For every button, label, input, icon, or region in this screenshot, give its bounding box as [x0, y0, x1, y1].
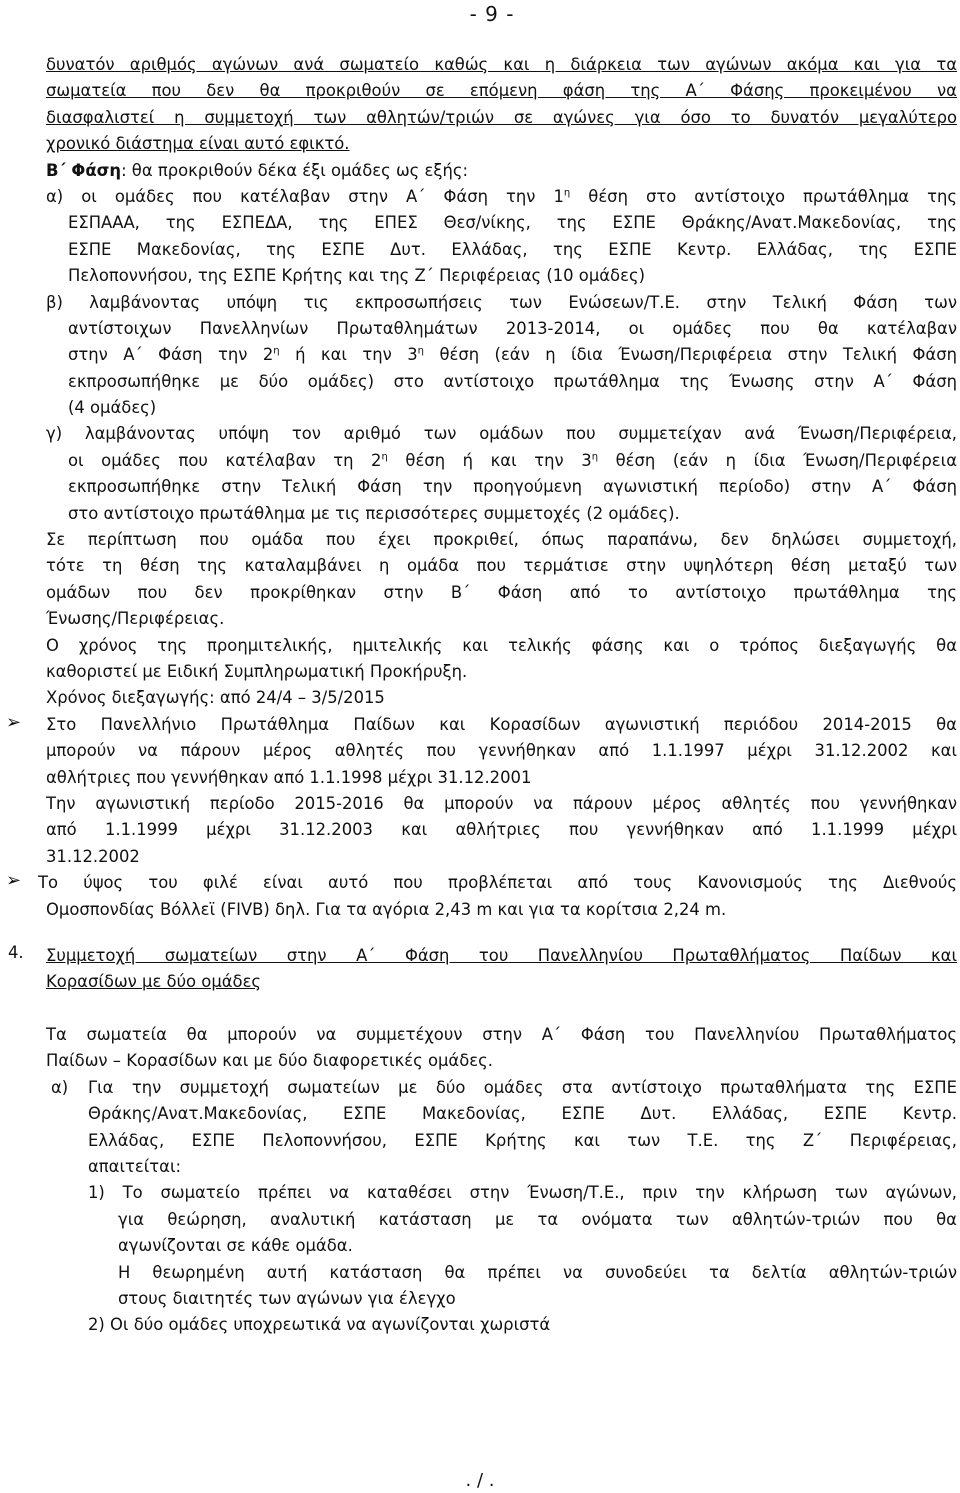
section-title-line-1: Συμμετοχή σωματείων στην Α΄ Φάση του Πανελληνίου Πρωταθλήματος Παίδων και [46, 945, 957, 965]
section-4 [8, 942, 957, 996]
phase-b-a-line-2: ΕΣΠΑΑΑ, της ΕΣΠΕΔΑ, της ΕΠΕΣ Θεσ/νίκης, της ΕΣΠΕ Θράκης/Ανατ.Μακεδονίας, της [68, 213, 957, 233]
section-number: 4. [8, 942, 24, 962]
section-a [46, 1075, 957, 1339]
time-line-1: Ο χρόνος της προημιτελικής, ημιτελικής και τελικής φάσης και ο τρόπος διεξαγωγής θα [46, 635, 957, 655]
top-para-line-4: χρονικό διάστημα είναι αυτό εφικτό. [46, 134, 350, 154]
withdraw-line-1: Σε περίπτωση που ομάδα που έχει προκριθεί, όπως παραπάνω, δεν δηλώσει συμμετοχή, [46, 530, 957, 550]
section-title-line-2: Κορασίδων με δύο ομάδες [46, 972, 262, 992]
phase-b-title: Β΄ Φάση [46, 160, 122, 180]
phase-b-b-line-1: β) λαμβάνοντας υπόψη τις εκπροσωπήσεις των Ενώσεων/Τ.Ε. στην Τελική Φάση των [46, 292, 957, 312]
item1-line-2: για θεώρηση, αναλυτική κατάσταση με τα ονόματα των αθλητών-τριών που θα [118, 1209, 957, 1229]
phase-b-g-line-2: οι ομάδες που κατέλαβαν τη $2^\eta$ θέση ή και την $3^\eta$ θέση (εάν η ίδια Ένωση/Περιφέρεια [68, 450, 957, 470]
bullet1-line-5: από 1.1.1999 μέχρι 31.12.2003 και αθλήτριες που γεννήθηκαν από 1.1.1999 μέχρι [46, 820, 957, 840]
section-a-line-2: Θράκης/Ανατ.Μακεδονίας, ΕΣΠΕ Μακεδονίας, ΕΣΠΕ Δυτ. Ελλάδας, ΕΣΠΕ Κεντρ. [88, 1104, 957, 1124]
top-para-line-1: δυνατόν αριθμός αγώνων ανά σωματείο καθώς και η διάρκεια των αγώνων ακόμα και για τα [46, 55, 957, 74]
section-a-line-3: Ελλάδας, ΕΣΠΕ Πελοποννήσου, ΕΣΠΕ Κρήτης και των Τ.Ε. της Ζ΄ Περιφέρειας, [88, 1130, 957, 1150]
bullet2-line-1: Το ύψος του φιλέ είναι αυτό που προβλέπεται από τους Κανονισμούς της Διεθνούς [38, 873, 957, 893]
section-intro-line-2: Παίδων – Κορασίδων και με δύο διαφορετικές ομάδες. [46, 1051, 493, 1071]
bullet1-line-6: 31.12.2002 [46, 846, 140, 866]
phase-b-b-line-5: (4 ομάδες) [68, 398, 157, 418]
phase-b-b-line-4: εκπροσωπήθηκε με δύο ομάδες) στο αντίστοιχο πρωτάθλημα της Ένωσης στην Α΄ Φάση [68, 371, 957, 391]
phase-b-g-line-1: γ) λαμβάνοντας υπόψη τον αριθμό των ομάδων που συμμετείχαν ανά Ένωση/Περιφέρεια, [46, 424, 957, 444]
bullet1-line-2: μπορούν να πάρουν μέρος αθλητές που γεννήθηκαν από 1.1.1997 μέχρι 31.12.2002 και [46, 741, 957, 761]
bullet1-line-3: αθλήτριες που γεννήθηκαν από 1.1.1998 μέχρι 31.12.2001 [46, 767, 532, 787]
item1-line-4: Η θεωρημένη αυτή κατάσταση θα πρέπει να συνοδεύει τα δελτία αθλητών-τριών [118, 1262, 957, 1282]
phase-b-intro: : θα προκριθούν δέκα έξι ομάδες ως εξής: [121, 160, 469, 180]
top-para-line-2: σωματεία που δεν θα προκριθούν σε επόμενη φάση της Α΄ Φάσης προκειμένου να [46, 81, 957, 101]
item1-line-1: 1) Το σωματείο πρέπει να καταθέσει στην Ένωση/Τ.Ε., πριν την κλήρωση των αγώνων, [88, 1183, 957, 1203]
bullet2-line-2: Ομοσπονδίας Βόλλεϊ (FIVB) δηλ. Για τα αγόρια 2,43 m και για τα κορίτσια 2,24 m. [46, 899, 727, 919]
withdraw-line-3: ομάδων που δεν προκρίθηκαν στην Β΄ Φάση από το αντίστοιχο πρωτάθλημα της [46, 582, 957, 602]
withdraw-line-4: Ένωσης/Περιφέρειας. [46, 609, 225, 629]
phase-b-a-line-4: Πελοποννήσου, της ΕΣΠΕ Κρήτης και της Ζ΄ Περιφέρειας (10 ομάδες) [68, 266, 645, 286]
section-intro-line-1: Τα σωματεία θα μπορούν να συμμετέχουν στην Α΄ Φάση του Πανελληνίου Πρωταθλήματος [46, 1025, 957, 1045]
section-a-line-4: απαιτείται: [88, 1157, 182, 1177]
phase-b-a-line-3: ΕΣΠΕ Μακεδονίας, της ΕΣΠΕ Δυτ. Ελλάδας, της ΕΣΠΕ Κεντρ. Ελλάδας, της ΕΣΠΕ [68, 239, 957, 259]
document-body [6, 52, 957, 1339]
section-a-line-1: Για την συμμετοχή σωματείων με δύο ομάδες στα αντίστοιχο πρωταθλήματα της ΕΣΠΕ [88, 1077, 957, 1097]
bullet1-line-1: Στο Πανελλήνιο Πρωτάθλημα Παίδων και Κορασίδων αγωνιστική περιόδου 2014-2015 θα [46, 714, 957, 734]
arrow-bullet-icon: ➢ [6, 870, 22, 892]
bullet-item-1 [6, 711, 957, 870]
bullet1-line-4: Την αγωνιστική περίοδο 2015-2016 θα μπορούν να πάρουν μέρος αθλητές που γεννήθηκαν [46, 793, 957, 813]
duration-line: Χρόνος διεξαγωγής: από 24/4 – 3/5/2015 [46, 688, 385, 708]
phase-b-a-line-1: α) οι ομάδες που κατέλαβαν στην Α΄ Φάση την $1^\eta$ θέση στο αντίστοιχο πρωτάθλημα της [46, 186, 957, 206]
phase-b-heading [46, 158, 957, 184]
phase-b-g-line-3: εκπροσωπήθηκε στην Τελική Φάση την προηγούμενη αγωνιστική περίοδο) στην Α΄ Φάση [68, 477, 957, 497]
item1-line-3: αγωνίζονται σε κάθε ομάδα. [118, 1236, 353, 1256]
phase-b-b-line-2: αντίστοιχων Πανελληνίων Πρωταθλημάτων 2013-2014, οι ομάδες που θα κατέλαβαν [68, 318, 957, 338]
bullet-item-2 [6, 870, 957, 923]
top-para-line-3: διασφαλιστεί η συμμετοχή των αθλητών/τριών σε αγώνες για όσο το δυνατόν μεγαλύτερο [46, 107, 957, 127]
phase-b-g-line-4: στο αντίστοιχο πρωτάθλημα με τις περισσότερες συμμετοχές (2 ομάδες). [68, 503, 680, 523]
item1-line-5: στους διαιτητές των αγώνων για έλεγχο [118, 1288, 456, 1308]
section-a-label: α) [51, 1077, 69, 1097]
time-line-2: καθοριστεί με Ειδική Συμπληρωματική Προκήρυξη. [46, 661, 468, 681]
withdraw-line-2: τότε τη θέση της καταλαμβάνει η ομάδα που τερμάτισε στην υψηλότερη θέση μεταξύ των [46, 556, 957, 576]
item2-line: 2) Οι δύο ομάδες υποχρεωτικά να αγωνίζονται χωριστά [88, 1315, 551, 1335]
arrow-bullet-icon: ➢ [6, 711, 22, 733]
page-footer: . / . [465, 1470, 495, 1491]
phase-b-b-line-3: στην Α΄ Φάση την $2^\eta$ ή και την $3^\eta$ θέση (εάν η ίδια Ένωση/Περιφέρεια στην Τελική Φάση [68, 345, 957, 365]
page-number: - 9 - [469, 2, 515, 26]
